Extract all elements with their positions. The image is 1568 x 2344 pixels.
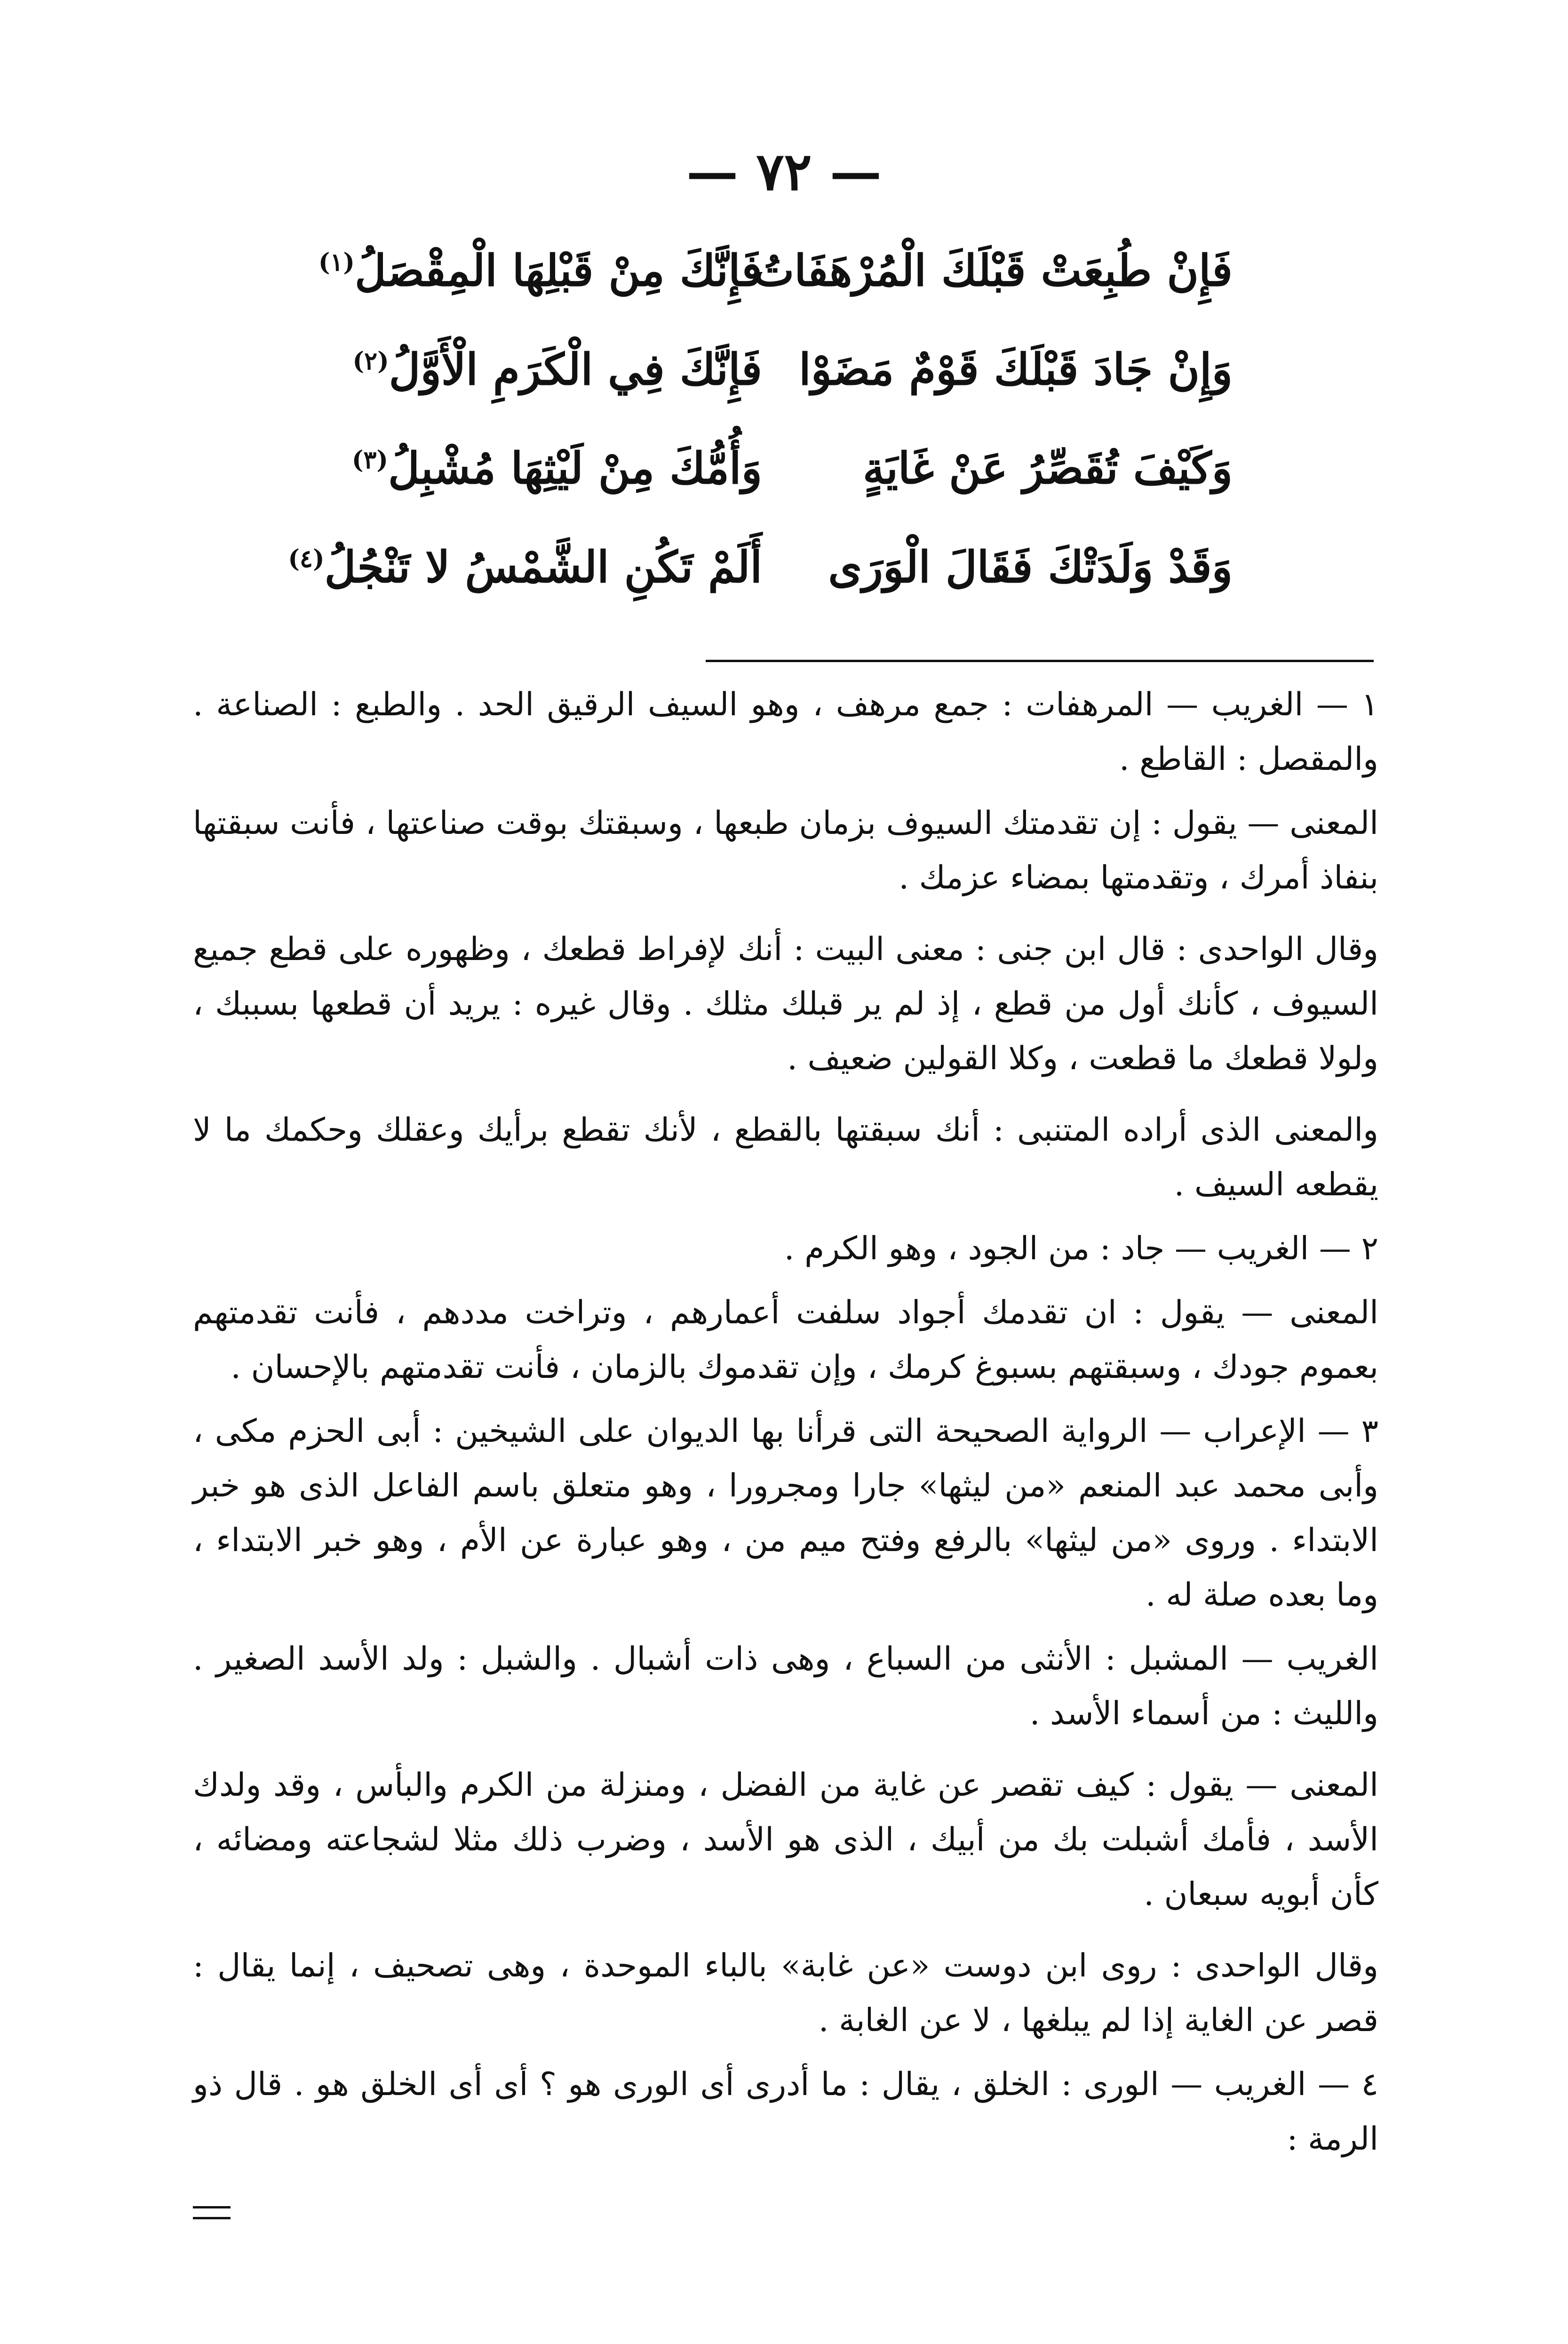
verse-second-hemistich	[263, 542, 762, 592]
footnote-paragraph: ١ — الغريب — المرهفات : جمع مرهف ، وهو السيف الرقيق الحد . والطبع : الصناعة . والمقصل : القاطع .	[193, 686, 1379, 778]
verse-first-hemistich: وَإِنْ جَادَ قَبْلَكَ قَوْمٌ مَضَوْا	[799, 344, 1233, 395]
footnote-paragraph: الغريب — المشبل : الأنثى من السباع ، وهى ذات أشبال . والشبل : ولد الأسد الصغير . والليث : من أسماء الأسد .	[193, 1640, 1378, 1732]
footnote-paragraph: ٢ — الغريب — جاد : من الجود ، وهو الكرم .	[784, 1230, 1378, 1267]
footnote-paragraph: والمعنى الذى أراده المتنبى : أنك سبقتها بالقطع ، لأنك تقطع برأيك وعقلك وحكمك ما لا يقطعه السيف .	[193, 1112, 1378, 1203]
footnote-paragraph: وقال الواحدى : روى ابن دوست «عن غابة» بالباء الموحدة ، وهى تصحيف ، إنما يقال : قصر عن الغاية إذا لم يبلغها ، لا عن الغابة .	[193, 1947, 1378, 2039]
verse-second-hemistich	[263, 443, 762, 494]
hemistich-text: وَأُمُّكَ مِنْ لَيْثِهَا مُشْبِلُ	[388, 443, 762, 494]
footnote-paragraph: ٤ — الغريب — الورى : الخلق ، يقال : ما أدرى أى الورى هو ؟ أى أى الخلق هو . قال ذو الرمة :	[193, 2066, 1378, 2158]
footnote-paragraph: ٣ — الإعراب — الرواية الصحيحة التى قرأنا بها الديوان على الشيخين : أبى الحزم مكى ، وأبى محمد عبد المنعم «من ليثها» جارا ومجرورا ، وهو متعلق باسم الفاعل الذى هو خبر الابتداء . وروى «من ليثها» بالرفع وفتح ميم من ، وهو عبارة عن الأم ، وهو خبر الابتداء ، وما بعده صلة له .	[193, 1413, 1378, 1614]
hemistich-text: فَإِنَّكَ فِي الْكَرَمِ الْأَوَّلُ	[389, 344, 762, 395]
verse-line	[263, 221, 1233, 320]
footnote-paragraph: المعنى — يقول : إن تقدمتك السيوف بزمان طبعها ، وسبقتك بوقت صناعتها ، فأنت سبقتها بنفاذ أمرك ، وتقدمتها بمضاء عزمك .	[193, 805, 1378, 896]
footnote-ref: (١)	[318, 248, 355, 277]
verse-first-hemistich: وَقَدْ وَلَدَتْكَ فَقَالَ الْوَرَى	[828, 542, 1233, 592]
footnote-divider	[706, 660, 1374, 662]
verse-first-hemistich: فَإِنْ طُبِعَتْ قَبْلَكَ الْمُرْهَفَاتُ	[753, 245, 1233, 296]
footnote-ref: (٣)	[351, 446, 389, 475]
verse-line	[263, 419, 1233, 518]
footnote-ref: (٢)	[352, 347, 389, 376]
poem-verses	[263, 221, 1233, 616]
footnote-paragraph: المعنى — يقول : ان تقدمك أجواد سلفت أعمارهم ، وتراخت مددهم ، فأنت تقدمتهم بعموم جودك ، وسبقتهم بسبوغ كرمك ، وإن تقدموك بالزمان ، فأنت تقدمتهم بالإحسان .	[193, 1294, 1378, 1386]
verse-first-hemistich: وَكَيْفَ تُقَصِّرُ عَنْ غَايَةٍ	[863, 443, 1233, 494]
verse-second-hemistich	[263, 245, 762, 296]
footnote-ref: (٤)	[288, 544, 325, 574]
footnote-paragraph: وقال الواحدى : قال ابن جنى : معنى البيت : أنك لإفراط قطعك ، وظهوره على قطع جميع السيوف ، كأنك أول من قطع ، إذ لم ير قبلك مثلك . وقال غيره : يريد أن قطعها بسببك ، ولولا قطعك ما قطعت ، وكلا القولين ضعيف .	[193, 931, 1378, 1077]
hemistich-text: فَإِنَّكَ مِنْ قَبْلِهَا الْمِقْصَلُ	[355, 245, 762, 296]
page-number: — ٧٢ —	[686, 141, 882, 202]
verse-line	[263, 320, 1233, 419]
footnote-paragraph: المعنى — يقول : كيف تقصر عن غاية من الفضل ، ومنزلة من الكرم والبأس ، وقد ولدك الأسد ، فأمك أشبلت بك من أبيك ، الذى هو الأسد ، وضرب ذلك مثلا لشجاعته ومضائه ، كأن أبويه سبعان .	[193, 1767, 1378, 1913]
catchword-mark	[193, 2206, 231, 2219]
verse-line	[263, 518, 1233, 616]
hemistich-text: أَلَمْ تَكُنِ الشَّمْسُ لا تَنْجُلُ	[324, 542, 762, 592]
verse-second-hemistich	[263, 344, 762, 395]
footnotes	[193, 678, 1378, 2176]
